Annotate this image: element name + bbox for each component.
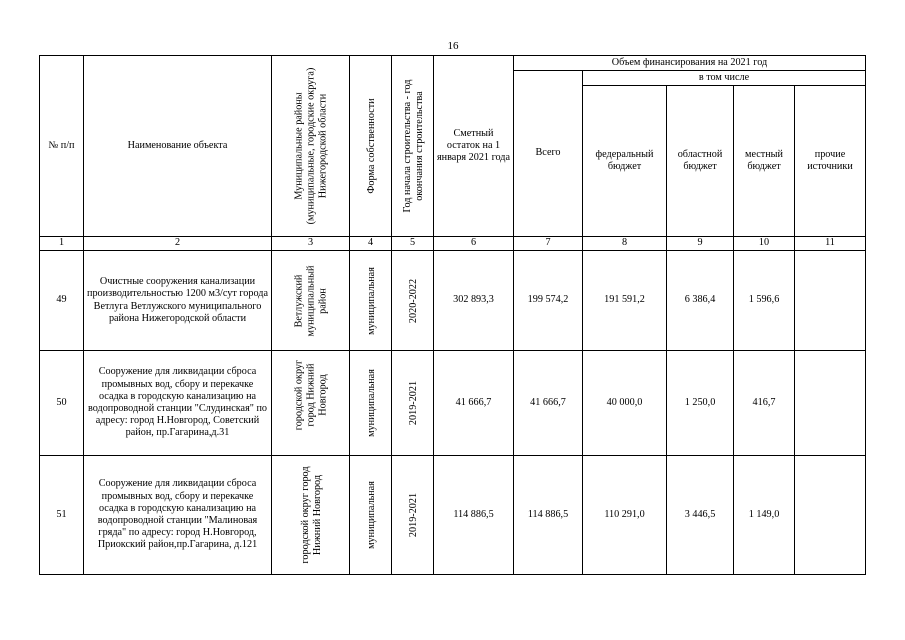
row-local: 1 596,6 [734,251,795,351]
row-years: 2020-2022 [407,278,419,323]
row-local: 416,7 [734,351,795,456]
row-federal: 40 000,0 [583,351,667,456]
header-years-cell [392,56,434,237]
row-ownership: муниципальная [365,266,377,335]
column-number: 7 [514,237,583,251]
row-total: 41 666,7 [514,351,583,456]
header-name: Наименование объекта [84,56,272,237]
row-years-cell [392,351,434,456]
row-other [795,456,866,575]
row-remainder: 302 893,3 [434,251,514,351]
row-years: 2019-2021 [407,492,419,538]
column-number: 9 [667,237,734,251]
column-number-row [40,237,866,251]
row-remainder: 41 666,7 [434,351,514,456]
page-number: 16 [447,40,459,52]
row-other [795,351,866,456]
row-ownership: муниципальная [365,369,377,437]
row-years-cell [392,251,434,351]
row-ownership-cell [350,351,392,456]
header-regional: областной бюджет [667,86,734,237]
row-num: 49 [40,251,84,351]
row-district-cell [272,251,350,351]
column-number: 1 [40,237,84,251]
header-ownership-cell [350,56,392,237]
header-other: прочие источники [795,86,866,237]
header-total: Всего [514,71,583,237]
row-federal: 191 591,2 [583,251,667,351]
row-local: 1 149,0 [734,456,795,575]
row-total: 114 886,5 [514,456,583,575]
funding-table [39,55,866,575]
header-num: № п/п [40,56,84,237]
row-ownership: муниципальная [365,481,377,549]
column-number: 8 [583,237,667,251]
header-ownership: Форма собственности [365,98,377,194]
row-regional: 3 446,5 [667,456,734,575]
row-remainder: 114 886,5 [434,456,514,575]
table-row [40,351,866,456]
row-district-cell [272,351,350,456]
row-district: городской округ город Нижний Новгород [299,466,323,564]
column-number: 4 [350,237,392,251]
table-row [40,251,866,351]
row-district-cell [272,456,350,575]
column-number: 6 [434,237,514,251]
row-federal: 110 291,0 [583,456,667,575]
row-object-name: Сооружение для ликвидации сброса промывных вод, сбору и перекачке осадка в городскую канализацию на водопроводной станции "Малиновая гряда" по адресу: город Н.Новгород, Приокский район,пр.Гагарина, д.121 [84,456,272,575]
row-years-cell [392,456,434,575]
column-number: 5 [392,237,434,251]
header-local: местный бюджет [734,86,795,237]
header-remainder: Сметный остаток на 1 января 2021 года [434,56,514,237]
table-row [40,456,866,575]
header-row-1 [40,56,866,71]
header-federal: федеральный бюджет [583,86,667,237]
column-number: 3 [272,237,350,251]
column-number: 2 [84,237,272,251]
header-including: в том числе [583,71,866,86]
row-object-name: Очистные сооружения канализации производительностью 1200 м3/сут города Ветлуга Ветлужского муниципального района Нижегородской области [84,251,272,351]
row-ownership-cell [350,456,392,575]
row-district: Ветлужский муниципальный район [293,265,330,336]
header-years: Год начала строительства - год окончания строительства [401,79,425,213]
row-num: 50 [40,351,84,456]
column-number: 10 [734,237,795,251]
row-total: 199 574,2 [514,251,583,351]
column-number: 11 [795,237,866,251]
row-district: городской округ город Нижний Новгород [293,359,330,431]
row-other [795,251,866,351]
row-regional: 6 386,4 [667,251,734,351]
row-years: 2019-2021 [407,380,419,426]
row-ownership-cell [350,251,392,351]
header-funding-group: Объем финансирования на 2021 год [514,56,866,71]
row-regional: 1 250,0 [667,351,734,456]
row-object-name: Сооружение для ликвидации сброса промывных вод, сбору и перекачке осадка в городскую канализацию на водопроводной станции "Слудинская" по адресу: город Н.Новгород, Советский район, пр.Гагарина,д.31 [84,351,272,456]
header-district: Муниципальные районы (муниципальные, городские округа) Нижегородской области [293,67,330,225]
row-num: 51 [40,456,84,575]
header-district-cell [272,56,350,237]
